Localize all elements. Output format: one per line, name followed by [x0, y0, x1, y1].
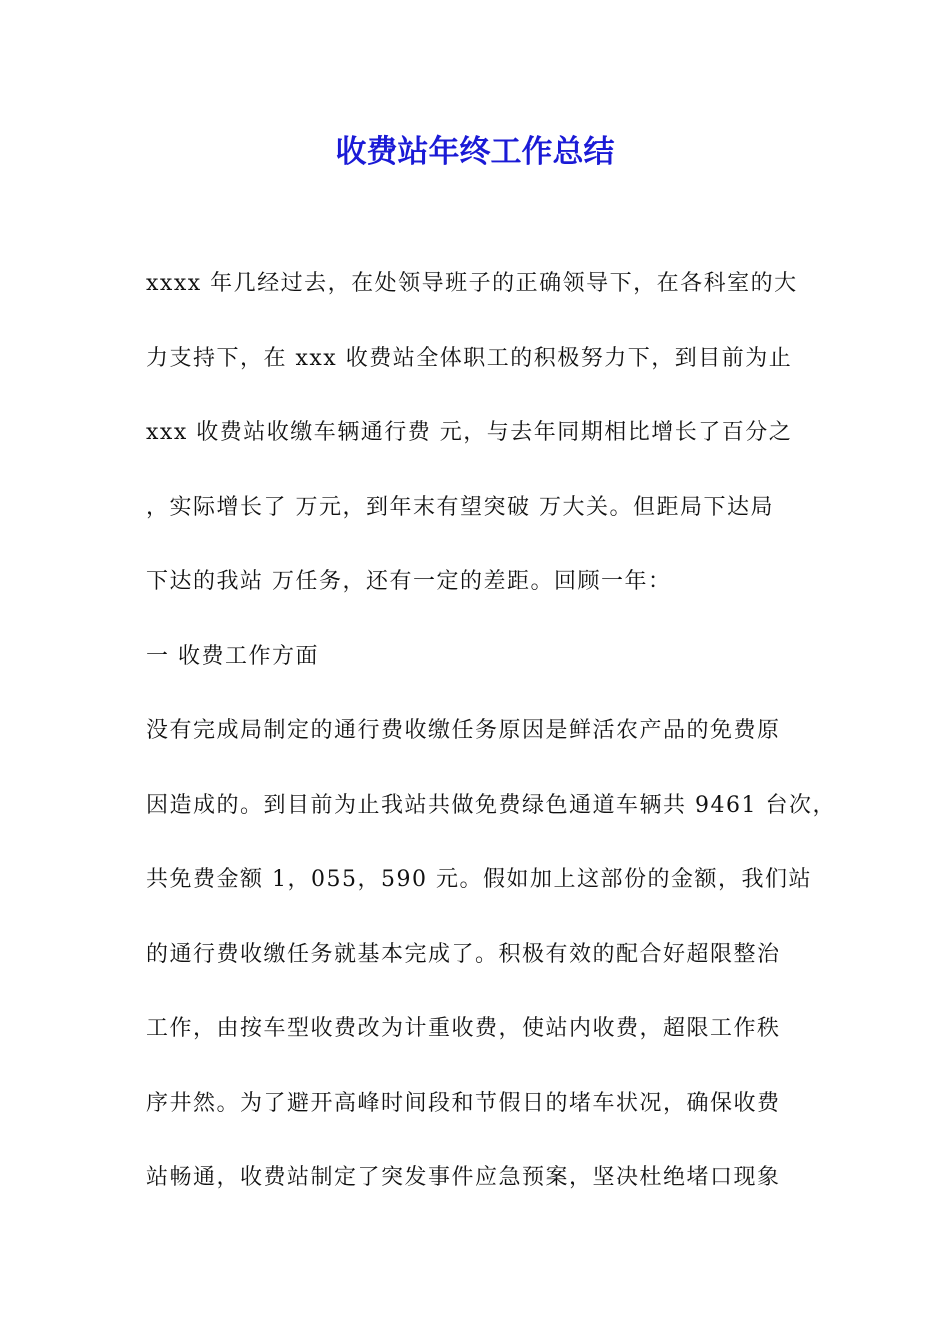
body-line: 因造成的。到目前为止我站共做免费绿色通道车辆共 9461 台次， — [146, 792, 836, 818]
section-heading: 一 收费工作方面 — [146, 643, 319, 669]
body-line: 力支持下，在 xxx 收费站全体职工的积极努力下，到目前为止 — [146, 345, 793, 371]
body-line: ，实际增长了 万元，到年末有望突破 万大关。但距局下达局 — [146, 494, 774, 520]
body-line: 下达的我站 万任务，还有一定的差距。回顾一年： — [146, 569, 672, 594]
body-line: 站畅通，收费站制定了突发事件应急预案，坚决杜绝堵口现象 — [146, 1165, 781, 1190]
body-line: 共免费金额 1，055，590 元。假如加上这部份的金额，我们站 — [146, 867, 812, 892]
document-title: 收费站年终工作总结 — [335, 134, 615, 170]
body-line: 序井然。为了避开高峰时间段和节假日的堵车状况，确保收费 — [146, 1090, 781, 1116]
body-line: 的通行费收缴任务就基本完成了。积极有效的配合好超限整治 — [146, 941, 781, 967]
document-body — [146, 262, 836, 1231]
body-line: 没有完成局制定的通行费收缴任务原因是鲜活农产品的免费原 — [146, 718, 781, 743]
body-line: xxx 收费站收缴车辆通行费 元，与去年同期相比增长了百分之 — [146, 420, 793, 445]
body-line: 工作，由按车型收费改为计重收费，使站内收费，超限工作秩 — [146, 1016, 781, 1041]
body-line: xxxx 年几经过去，在处领导班子的正确领导下，在各科室的大 — [146, 271, 798, 296]
